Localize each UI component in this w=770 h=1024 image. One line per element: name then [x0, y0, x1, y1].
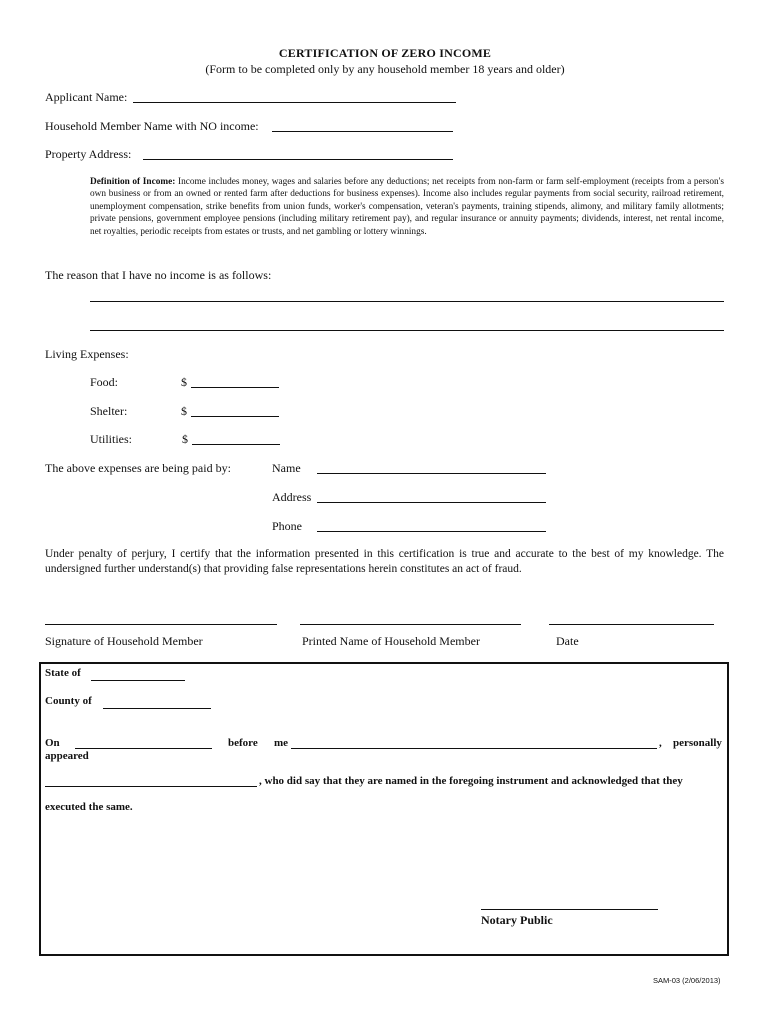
- me-label: me: [274, 737, 289, 749]
- income-definition: [90, 176, 724, 238]
- property-address-field[interactable]: [143, 159, 453, 160]
- date-label: Date: [556, 634, 579, 648]
- printed-name-line[interactable]: [300, 624, 521, 625]
- form-code: SAM-03 (2/06/2013): [653, 976, 721, 985]
- state-label: State of: [45, 667, 81, 679]
- shelter-currency: $: [181, 404, 187, 418]
- state-field[interactable]: [91, 680, 185, 681]
- food-label: Food:: [90, 375, 119, 389]
- paid-by-label: The above expenses are being paid by:: [45, 461, 231, 475]
- executed-statement: executed the same.: [45, 801, 133, 813]
- applicant-name-label: Applicant Name:: [45, 90, 128, 104]
- reason-label: The reason that I have no income is as follows:: [45, 268, 272, 282]
- household-member-field[interactable]: [272, 131, 453, 132]
- appeared-label: appeared: [45, 750, 89, 762]
- certification-statement: Under penalty of perjury, I certify that the information presented in this certification is true and accurate to the best of my knowledge. The undersigned further understand(s) that providing false representations herein constitutes an act of fraud.: [45, 548, 724, 575]
- shelter-label: Shelter:: [90, 404, 128, 418]
- notary-signature-line[interactable]: [481, 909, 658, 910]
- county-label: County of: [45, 695, 92, 707]
- named-statement: , who did say that they are named in the foregoing instrument and acknowledged that they: [259, 775, 683, 787]
- utilities-label: Utilities:: [90, 432, 132, 446]
- payer-address-label: Address: [272, 490, 312, 504]
- food-currency: $: [181, 375, 187, 389]
- applicant-name-field[interactable]: [133, 102, 456, 103]
- utilities-currency: $: [182, 432, 188, 446]
- signature-label: Signature of Household Member: [45, 634, 203, 648]
- printed-name-label: Printed Name of Household Member: [302, 634, 480, 648]
- shelter-amount-field[interactable]: [191, 416, 279, 417]
- reason-line-1[interactable]: [90, 301, 724, 302]
- form-title: CERTIFICATION OF ZERO INCOME: [278, 46, 492, 60]
- property-address-label: Property Address:: [45, 147, 132, 161]
- comma-mark: ,: [659, 737, 662, 749]
- payer-name-field[interactable]: [317, 473, 546, 474]
- county-field[interactable]: [103, 708, 211, 709]
- personally-label: personally: [673, 737, 722, 749]
- income-definition-heading: Definition of Income:: [90, 177, 176, 187]
- payer-phone-field[interactable]: [317, 531, 546, 532]
- payer-name-label: Name: [272, 461, 301, 475]
- notary-public-label: Notary Public: [481, 913, 553, 927]
- payer-address-field[interactable]: [317, 502, 546, 503]
- income-definition-text: Income includes money, wages and salaries before any deductions; net receipts from non-farm or farm self-employment (receipts from a person's own business or from an owned or rented farm after deductions for business expenses). Income also includes regular payments from social security, railroad retirement, unemployment compensation, strike benefits from union funds, worker's compensation, veteran's payments, training stipends, alimony, and military family allotments; private pensions, government employee pensions (including military retirement pay), and regular insurance or annuity payments; dividends, interest, net rental income, net royalties, periodic receipts from estates or trusts, and net gambling or lottery winnings.: [90, 177, 724, 237]
- utilities-amount-field[interactable]: [192, 444, 280, 445]
- household-member-label: Household Member Name with NO income:: [45, 119, 259, 133]
- date-line[interactable]: [549, 624, 714, 625]
- notary-date-field[interactable]: [75, 748, 212, 749]
- notary-section: [39, 662, 729, 956]
- living-expenses-heading: Living Expenses:: [45, 347, 129, 361]
- payer-phone-label: Phone: [272, 519, 302, 533]
- reason-line-2[interactable]: [90, 330, 724, 331]
- before-label: before: [228, 737, 258, 749]
- appeared-person-field[interactable]: [45, 786, 257, 787]
- form-subtitle: (Form to be completed only by any household member 18 years and older): [205, 62, 565, 76]
- food-amount-field[interactable]: [191, 387, 279, 388]
- on-label: On: [45, 737, 60, 749]
- signature-line[interactable]: [45, 624, 277, 625]
- notary-officer-field[interactable]: [291, 748, 657, 749]
